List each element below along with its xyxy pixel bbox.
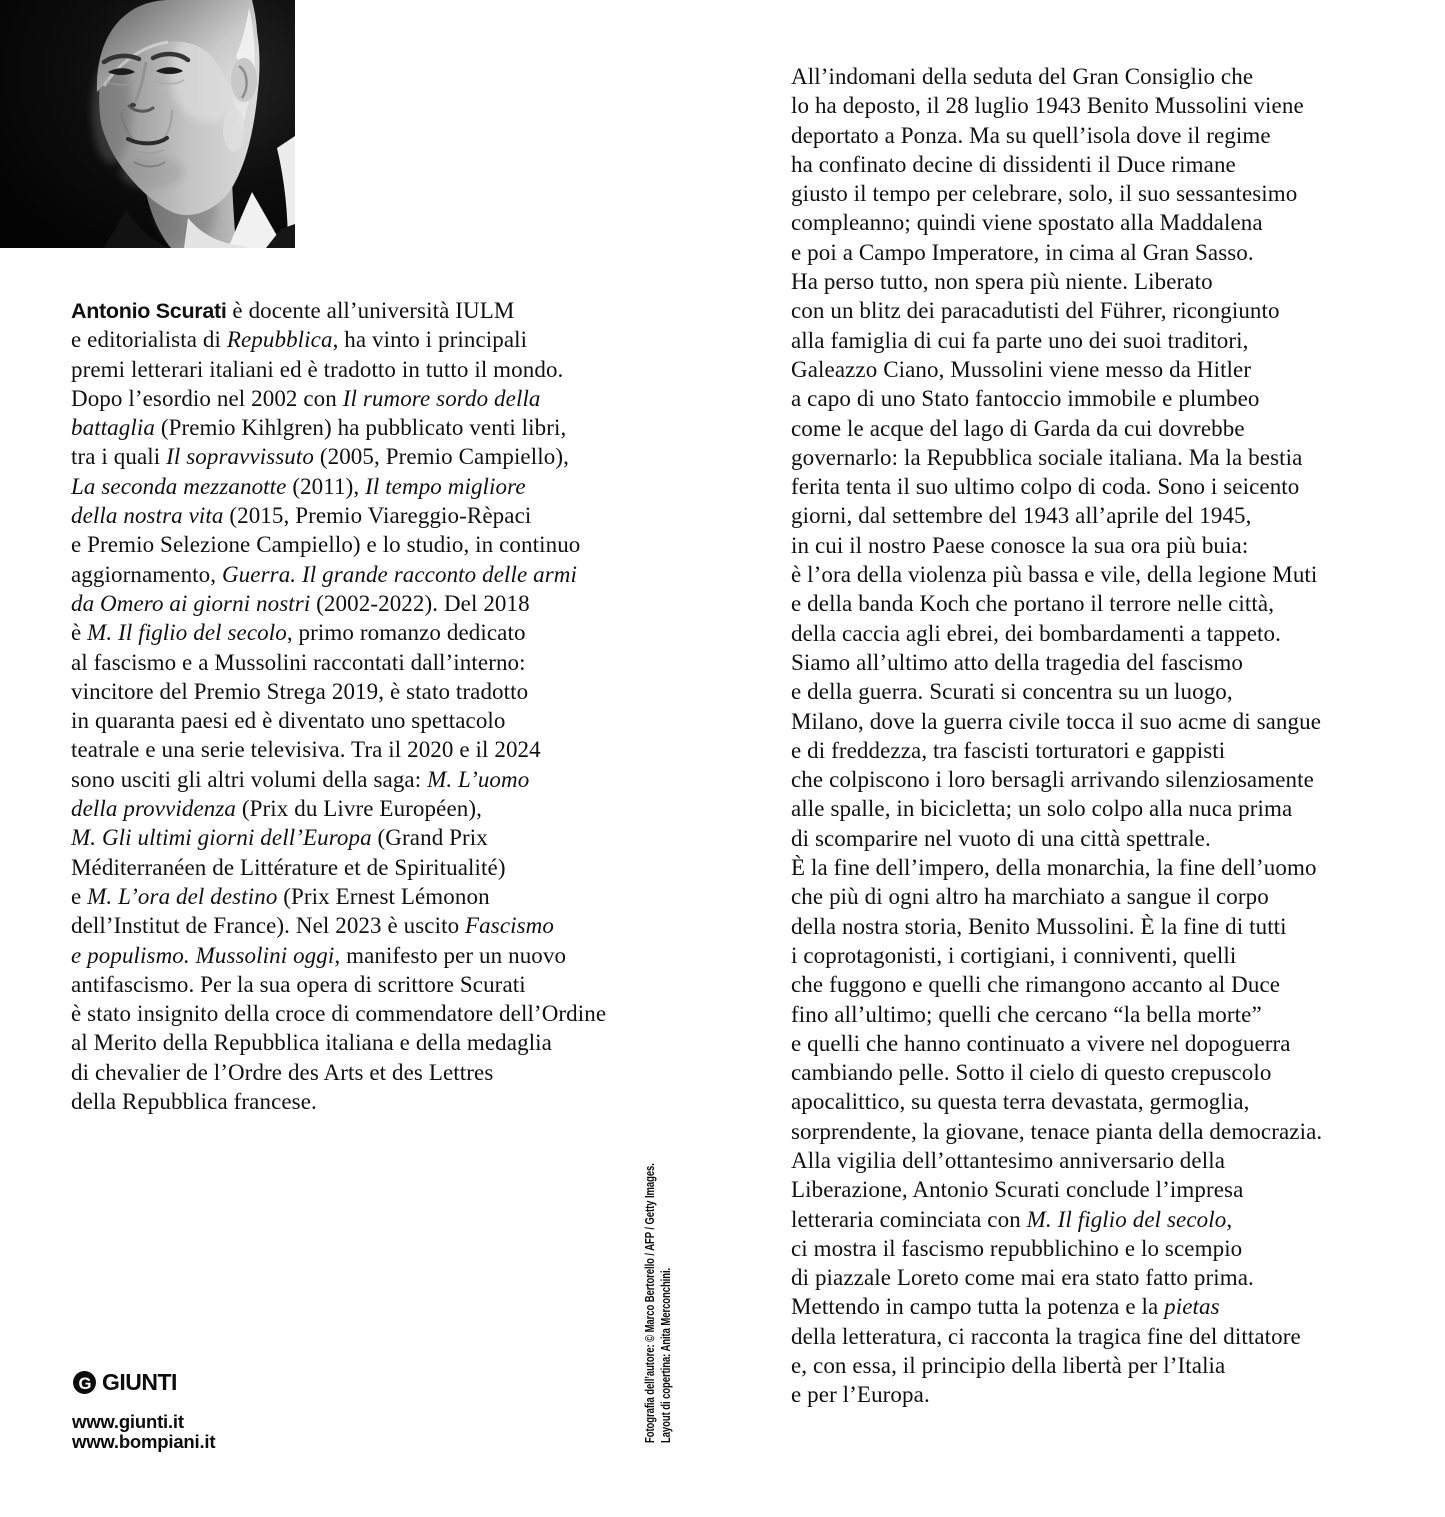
publisher-logo bbox=[73, 1369, 177, 1396]
text-line: Milano, dove la guerra civile tocca il suo acme di sangue bbox=[791, 708, 1322, 734]
text-line: al fascismo e a Mussolini raccontati dall’interno: bbox=[71, 649, 526, 675]
text-line: al Merito della Repubblica italiana e della medaglia bbox=[71, 1030, 552, 1056]
text-line: ci mostra il fascismo repubblichino e lo scempio bbox=[791, 1235, 1243, 1261]
text-line: che fuggono e quelli che rimangono accanto al Duce bbox=[791, 972, 1281, 998]
text-line: teatrale e una serie televisiva. Tra il 2020 e il 2024 bbox=[71, 737, 541, 763]
giunti-logo-mark-icon bbox=[73, 1371, 96, 1394]
text-line: Dopo l’esordio nel 2002 con Il rumore sordo della bbox=[71, 385, 541, 411]
text-line: M. Gli ultimi giorni dell’Europa (Grand Prix bbox=[71, 825, 488, 851]
text-line: All’indomani della seduta del Gran Consiglio che bbox=[791, 64, 1254, 89]
text-line: aggiornamento, Guerra. Il grande racconto delle armi bbox=[71, 561, 578, 587]
text-line: della Repubblica francese. bbox=[71, 1089, 317, 1115]
author-portrait-illustration bbox=[0, 0, 295, 248]
text-line: è M. Il figlio del secolo, primo romanzo dedicato bbox=[71, 620, 526, 646]
text-line: è stato insignito della croce di commendatore dell’Ordine bbox=[71, 1001, 607, 1027]
text-line: apocalittico, su questa terra devastata, germoglia, bbox=[791, 1089, 1250, 1115]
text-line: cambiando pelle. Sotto il cielo di questo crepuscolo bbox=[791, 1060, 1272, 1086]
author-bio-text bbox=[71, 296, 731, 1116]
publisher-name: GIUNTI bbox=[102, 1369, 177, 1395]
text-line: alle spalle, in bicicletta; un solo colpo alla nuca prima bbox=[791, 796, 1293, 822]
text-line: in quaranta paesi ed è diventato uno spettacolo bbox=[71, 708, 506, 734]
text-line: è l’ora della violenza più bassa e vile, della legione Muti bbox=[791, 562, 1318, 588]
text-line: e della guerra. Scurati si concentra su un luogo, bbox=[791, 679, 1233, 705]
text-line: della letteratura, ci racconta la tragica fine del dittatore bbox=[791, 1323, 1301, 1349]
text-line: Liberazione, Antonio Scurati conclude l’impresa bbox=[791, 1177, 1244, 1203]
text-line: ha confinato decine di dissidenti il Duce rimane bbox=[791, 151, 1236, 177]
text-line: vincitore del Premio Strega 2019, è stato tradotto bbox=[71, 678, 529, 704]
text-line: e M. L’ora del destino (Prix Ernest Lémonon bbox=[71, 883, 490, 909]
text-line: in cui il nostro Paese conosce la sua ora più buia: bbox=[791, 532, 1249, 558]
text-line: Méditerranéen de Littérature et de Spiritualité) bbox=[71, 854, 506, 880]
url-giunti: www.giunti.it bbox=[72, 1411, 184, 1432]
text-line: di scomparire nel vuoto di una città spettrale. bbox=[791, 825, 1211, 851]
text-line: e editorialista di Repubblica, ha vinto i principali bbox=[71, 327, 528, 353]
book-synopsis-text bbox=[791, 62, 1445, 1410]
text-line: e, con essa, il principio della libertà per l’Italia bbox=[791, 1353, 1226, 1379]
text-line: della nostra vita (2015, Premio Viareggio-Rèpaci bbox=[71, 503, 532, 529]
text-line: Ha perso tutto, non spera più niente. Liberato bbox=[791, 269, 1213, 295]
text-line: dell’Institut de France). Nel 2023 è uscito Fascismo bbox=[71, 913, 554, 939]
text-line: e per l’Europa. bbox=[791, 1382, 930, 1408]
layout-credit: Layout di copertina: Anita Merconchini. bbox=[658, 1267, 673, 1443]
text-line: deportato a Ponza. Ma su quell’isola dove il regime bbox=[791, 122, 1271, 148]
text-line: e populismo. Mussolini oggi, manifesto per un nuovo bbox=[71, 942, 567, 968]
text-line: con un blitz dei paracadutisti del Führer, ricongiunto bbox=[791, 298, 1280, 324]
text-line: Galeazzo Ciano, Mussolini viene messo da Hitler bbox=[791, 356, 1252, 382]
text-line: e di freddezza, tra fascisti torturatori e gappisti bbox=[791, 737, 1226, 763]
text-line: giorni, dal settembre del 1943 all’aprile del 1945, bbox=[791, 503, 1252, 529]
text-line: da Omero ai giorni nostri (2002-2022). Del 2018 bbox=[71, 590, 530, 616]
text-line: e della banda Koch che portano il terrore nelle città, bbox=[791, 591, 1275, 617]
text-line: Siamo all’ultimo atto della tragedia del fascismo bbox=[791, 649, 1243, 675]
text-line: di chevalier de l’Ordre des Arts et des Lettres bbox=[71, 1059, 494, 1085]
text-line: sorprendente, la giovane, tenace pianta della democrazia. bbox=[791, 1118, 1323, 1144]
text-line: e Premio Selezione Campiello) e lo studio, in continuo bbox=[71, 532, 581, 558]
text-line: battaglia (Premio Kihlgren) ha pubblicato venti libri, bbox=[71, 415, 567, 441]
text-line: alla famiglia di cui fa parte uno dei suoi traditori, bbox=[791, 327, 1249, 353]
text-line: lo ha deposto, il 28 luglio 1943 Benito Mussolini viene bbox=[791, 93, 1304, 119]
text-line: Antonio Scurati è docente all’università IULM bbox=[71, 298, 515, 323]
url-bompiani: www.bompiani.it bbox=[72, 1430, 216, 1452]
text-line: È la fine dell’impero, della monarchia, la fine dell’uomo bbox=[791, 855, 1317, 881]
text-line: della provvidenza (Prix du Livre Européen), bbox=[71, 796, 482, 822]
text-line: premi letterari italiani ed è tradotto in tutto il mondo. bbox=[71, 356, 564, 382]
text-line: della caccia agli ebrei, dei bombardamenti a tappeto. bbox=[791, 620, 1281, 646]
text-line: governarlo: la Repubblica sociale italiana. Ma la bestia bbox=[791, 444, 1303, 470]
publisher-urls bbox=[72, 1412, 215, 1451]
text-line: e quelli che hanno continuato a vivere nel dopoguerra bbox=[791, 1030, 1291, 1056]
text-line: di piazzale Loreto come mai era stato fatto prima. bbox=[791, 1265, 1254, 1291]
text-line: della nostra storia, Benito Mussolini. È la fine di tutti bbox=[791, 913, 1287, 939]
text-line: ferita tenta il suo ultimo colpo di coda. Sono i seicento bbox=[791, 474, 1300, 500]
text-line: letteraria cominciata con M. Il figlio del secolo, bbox=[791, 1206, 1233, 1232]
jacket-credits bbox=[643, 1124, 674, 1443]
text-line: che più di ogni altro ha marchiato a sangue il corpo bbox=[791, 884, 1269, 910]
text-line: Mettendo in campo tutta la potenza e la pietas bbox=[791, 1294, 1220, 1320]
text-line: tra i quali Il sopravvissuto (2005, Premio Campiello), bbox=[71, 444, 569, 470]
text-line: fino all’ultimo; quelli che cercano “la bella morte” bbox=[791, 1001, 1262, 1027]
text-line: La seconda mezzanotte (2011), Il tempo migliore bbox=[71, 473, 526, 499]
text-line: a capo di uno Stato fantoccio immobile e plumbeo bbox=[791, 386, 1260, 412]
text-line: antifascismo. Per la sua opera di scrittore Scurati bbox=[71, 971, 526, 997]
author-photo bbox=[0, 0, 295, 248]
text-line: giusto il tempo per celebrare, solo, il suo sessantesimo bbox=[791, 181, 1298, 207]
text-line: e poi a Campo Imperatore, in cima al Gran Sasso. bbox=[791, 239, 1254, 265]
giunti-logo-letter: G bbox=[78, 1373, 92, 1393]
text-line: Alla vigilia dell’ottantesimo anniversario della bbox=[791, 1147, 1226, 1173]
photo-credit: Fotografia dell’autore: © Marco Bertorello / AFP / Getty Images. bbox=[643, 1163, 657, 1443]
text-line: come le acque del lago di Garda da cui dovrebbe bbox=[791, 415, 1245, 441]
text-line: sono usciti gli altri volumi della saga: M. L’uomo bbox=[71, 766, 530, 792]
text-line: compleanno; quindi viene spostato alla Maddalena bbox=[791, 210, 1263, 236]
text-line: che colpiscono i loro bersagli arrivando silenziosamente bbox=[791, 767, 1314, 793]
text-line: i coprotagonisti, i cortigiani, i conniventi, quelli bbox=[791, 942, 1237, 968]
